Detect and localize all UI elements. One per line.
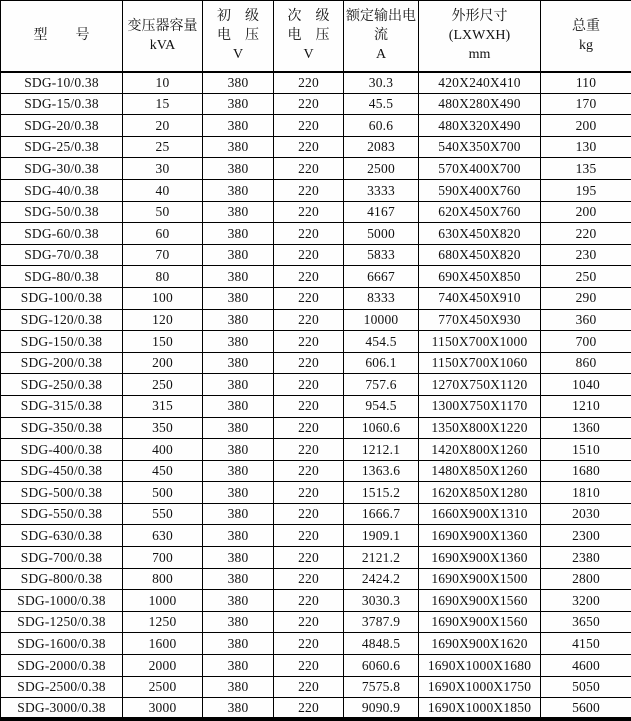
cell-model: SDG-70/0.38 (1, 244, 123, 266)
cell-primary-voltage: 380 (203, 201, 274, 223)
cell-secondary-voltage: 220 (274, 201, 344, 223)
table-row (1, 287, 631, 309)
column-header-dimensions (419, 1, 541, 72)
cell-capacity: 700 (123, 547, 203, 569)
cell-dimensions: 1690X900X1560 (419, 611, 541, 633)
table-row (1, 266, 631, 288)
cell-capacity: 315 (123, 395, 203, 417)
cell-secondary-voltage: 220 (274, 503, 344, 525)
column-header-secondary-voltage-line: 次 级 (287, 9, 330, 25)
cell-output-current: 3030.3 (344, 590, 419, 612)
cell-output-current: 60.6 (344, 115, 419, 137)
cell-secondary-voltage: 220 (274, 698, 344, 720)
table-row (1, 611, 631, 633)
table-row (1, 439, 631, 461)
table-row (1, 698, 631, 720)
cell-weight: 4150 (541, 633, 631, 655)
cell-dimensions: 680X450X820 (419, 244, 541, 266)
cell-weight: 860 (541, 352, 631, 374)
column-header-primary-voltage-line: V (232, 47, 244, 63)
cell-capacity: 120 (123, 309, 203, 331)
cell-weight: 700 (541, 331, 631, 353)
cell-capacity: 70 (123, 244, 203, 266)
cell-primary-voltage: 380 (203, 482, 274, 504)
cell-output-current: 1515.2 (344, 482, 419, 504)
cell-secondary-voltage: 220 (274, 331, 344, 353)
cell-dimensions: 420X240X410 (419, 72, 541, 94)
cell-capacity: 50 (123, 201, 203, 223)
column-header-weight-line: 总重 (572, 18, 600, 34)
cell-dimensions: 1690X900X1360 (419, 525, 541, 547)
cell-output-current: 10000 (344, 309, 419, 331)
cell-dimensions: 1690X1000X1680 (419, 655, 541, 677)
cell-primary-voltage: 380 (203, 115, 274, 137)
cell-model: SDG-20/0.38 (1, 115, 123, 137)
cell-secondary-voltage: 220 (274, 136, 344, 158)
cell-model: SDG-250/0.38 (1, 374, 123, 396)
cell-primary-voltage: 380 (203, 568, 274, 590)
cell-capacity: 550 (123, 503, 203, 525)
cell-secondary-voltage: 220 (274, 93, 344, 115)
table-row (1, 352, 631, 374)
column-header-dimensions-line: mm (468, 47, 491, 63)
cell-model: SDG-800/0.38 (1, 568, 123, 590)
cell-secondary-voltage: 220 (274, 244, 344, 266)
cell-weight: 110 (541, 72, 631, 94)
cell-weight: 3200 (541, 590, 631, 612)
column-header-dimensions-line: 外形尺寸 (451, 9, 508, 25)
cell-weight: 250 (541, 266, 631, 288)
cell-secondary-voltage: 220 (274, 158, 344, 180)
cell-dimensions: 540X350X700 (419, 136, 541, 158)
cell-primary-voltage: 380 (203, 655, 274, 677)
cell-primary-voltage: 380 (203, 352, 274, 374)
cell-secondary-voltage: 220 (274, 266, 344, 288)
cell-primary-voltage: 380 (203, 309, 274, 331)
cell-primary-voltage: 380 (203, 547, 274, 569)
cell-capacity: 800 (123, 568, 203, 590)
table-row (1, 244, 631, 266)
cell-primary-voltage: 380 (203, 244, 274, 266)
cell-secondary-voltage: 220 (274, 676, 344, 698)
cell-weight: 5050 (541, 676, 631, 698)
cell-model: SDG-630/0.38 (1, 525, 123, 547)
cell-capacity: 40 (123, 179, 203, 201)
cell-weight: 1680 (541, 460, 631, 482)
cell-capacity: 1000 (123, 590, 203, 612)
cell-secondary-voltage: 220 (274, 460, 344, 482)
cell-capacity: 15 (123, 93, 203, 115)
column-header-model-line: 型 号 (33, 28, 90, 44)
cell-weight: 1360 (541, 417, 631, 439)
cell-dimensions: 1270X750X1120 (419, 374, 541, 396)
table-row (1, 93, 631, 115)
cell-output-current: 1666.7 (344, 503, 419, 525)
cell-secondary-voltage: 220 (274, 655, 344, 677)
cell-output-current: 45.5 (344, 93, 419, 115)
table-header (1, 1, 631, 72)
cell-output-current: 2083 (344, 136, 419, 158)
cell-primary-voltage: 380 (203, 633, 274, 655)
cell-model: SDG-350/0.38 (1, 417, 123, 439)
column-header-primary-voltage-line: 电 压 (217, 28, 259, 44)
cell-weight: 135 (541, 158, 631, 180)
table-row (1, 633, 631, 655)
cell-output-current: 30.3 (344, 72, 419, 94)
cell-model: SDG-550/0.38 (1, 503, 123, 525)
cell-primary-voltage: 380 (203, 223, 274, 245)
cell-output-current: 454.5 (344, 331, 419, 353)
cell-weight: 360 (541, 309, 631, 331)
cell-capacity: 30 (123, 158, 203, 180)
cell-secondary-voltage: 220 (274, 439, 344, 461)
cell-dimensions: 1690X900X1620 (419, 633, 541, 655)
cell-output-current: 6667 (344, 266, 419, 288)
table-row (1, 72, 631, 94)
cell-dimensions: 1300X750X1170 (419, 395, 541, 417)
cell-secondary-voltage: 220 (274, 395, 344, 417)
cell-dimensions: 1690X900X1360 (419, 547, 541, 569)
cell-output-current: 954.5 (344, 395, 419, 417)
cell-primary-voltage: 380 (203, 395, 274, 417)
cell-weight: 130 (541, 136, 631, 158)
cell-output-current: 6060.6 (344, 655, 419, 677)
cell-model: SDG-60/0.38 (1, 223, 123, 245)
cell-capacity: 25 (123, 136, 203, 158)
cell-secondary-voltage: 220 (274, 223, 344, 245)
column-header-primary-voltage (203, 1, 274, 72)
cell-model: SDG-100/0.38 (1, 287, 123, 309)
cell-dimensions: 590X400X760 (419, 179, 541, 201)
cell-output-current: 1909.1 (344, 525, 419, 547)
cell-weight: 220 (541, 223, 631, 245)
cell-weight: 5600 (541, 698, 631, 720)
cell-secondary-voltage: 220 (274, 568, 344, 590)
table-row (1, 590, 631, 612)
table-row (1, 655, 631, 677)
cell-weight: 1810 (541, 482, 631, 504)
cell-capacity: 100 (123, 287, 203, 309)
column-header-model (1, 1, 123, 72)
table-row (1, 525, 631, 547)
cell-model: SDG-1000/0.38 (1, 590, 123, 612)
cell-model: SDG-1250/0.38 (1, 611, 123, 633)
cell-dimensions: 1150X700X1000 (419, 331, 541, 353)
cell-primary-voltage: 380 (203, 331, 274, 353)
cell-model: SDG-3000/0.38 (1, 698, 123, 720)
cell-output-current: 4167 (344, 201, 419, 223)
cell-weight: 4600 (541, 655, 631, 677)
cell-secondary-voltage: 220 (274, 611, 344, 633)
cell-output-current: 8333 (344, 287, 419, 309)
cell-secondary-voltage: 220 (274, 417, 344, 439)
column-header-weight (541, 1, 631, 72)
cell-output-current: 1060.6 (344, 417, 419, 439)
column-header-output-current-line: A (375, 47, 387, 63)
cell-weight: 1210 (541, 395, 631, 417)
cell-output-current: 606.1 (344, 352, 419, 374)
cell-weight: 2030 (541, 503, 631, 525)
cell-primary-voltage: 380 (203, 287, 274, 309)
table-row (1, 158, 631, 180)
table-body (1, 72, 631, 720)
cell-capacity: 400 (123, 439, 203, 461)
cell-primary-voltage: 380 (203, 179, 274, 201)
cell-secondary-voltage: 220 (274, 287, 344, 309)
cell-weight: 2380 (541, 547, 631, 569)
column-header-primary-voltage-line: 初 级 (217, 9, 259, 25)
cell-dimensions: 480X320X490 (419, 115, 541, 137)
cell-model: SDG-400/0.38 (1, 439, 123, 461)
column-header-output-current-line: 额定输出电 (346, 9, 416, 25)
table-row (1, 374, 631, 396)
cell-dimensions: 570X400X700 (419, 158, 541, 180)
cell-model: SDG-120/0.38 (1, 309, 123, 331)
cell-weight: 200 (541, 201, 631, 223)
table-row (1, 136, 631, 158)
cell-output-current: 2500 (344, 158, 419, 180)
table-row (1, 395, 631, 417)
table-row (1, 179, 631, 201)
column-header-secondary-voltage (274, 1, 344, 72)
cell-dimensions: 630X450X820 (419, 223, 541, 245)
cell-primary-voltage: 380 (203, 72, 274, 94)
cell-capacity: 1250 (123, 611, 203, 633)
cell-primary-voltage: 380 (203, 460, 274, 482)
table-row (1, 223, 631, 245)
cell-primary-voltage: 380 (203, 590, 274, 612)
cell-output-current: 7575.8 (344, 676, 419, 698)
table-row (1, 503, 631, 525)
cell-primary-voltage: 380 (203, 417, 274, 439)
cell-capacity: 10 (123, 72, 203, 94)
cell-dimensions: 1420X800X1260 (419, 439, 541, 461)
cell-dimensions: 1350X800X1220 (419, 417, 541, 439)
cell-output-current: 1363.6 (344, 460, 419, 482)
cell-capacity: 2000 (123, 655, 203, 677)
cell-capacity: 350 (123, 417, 203, 439)
cell-model: SDG-700/0.38 (1, 547, 123, 569)
cell-secondary-voltage: 220 (274, 547, 344, 569)
cell-model: SDG-200/0.38 (1, 352, 123, 374)
cell-model: SDG-15/0.38 (1, 93, 123, 115)
cell-primary-voltage: 380 (203, 676, 274, 698)
cell-secondary-voltage: 220 (274, 633, 344, 655)
cell-weight: 2300 (541, 525, 631, 547)
cell-capacity: 630 (123, 525, 203, 547)
cell-dimensions: 1150X700X1060 (419, 352, 541, 374)
cell-dimensions: 1620X850X1280 (419, 482, 541, 504)
cell-dimensions: 620X450X760 (419, 201, 541, 223)
cell-model: SDG-2500/0.38 (1, 676, 123, 698)
cell-dimensions: 740X450X910 (419, 287, 541, 309)
column-header-capacity (123, 1, 203, 72)
cell-capacity: 2500 (123, 676, 203, 698)
cell-dimensions: 1480X850X1260 (419, 460, 541, 482)
cell-model: SDG-10/0.38 (1, 72, 123, 94)
cell-secondary-voltage: 220 (274, 374, 344, 396)
table-row (1, 115, 631, 137)
cell-primary-voltage: 380 (203, 136, 274, 158)
cell-secondary-voltage: 220 (274, 590, 344, 612)
cell-output-current: 9090.9 (344, 698, 419, 720)
column-header-capacity-line: kVA (149, 37, 176, 53)
column-header-capacity-line: 变压器容量 (127, 18, 198, 34)
cell-output-current: 757.6 (344, 374, 419, 396)
cell-primary-voltage: 380 (203, 525, 274, 547)
cell-capacity: 3000 (123, 698, 203, 720)
cell-dimensions: 1690X900X1500 (419, 568, 541, 590)
cell-secondary-voltage: 220 (274, 525, 344, 547)
cell-primary-voltage: 380 (203, 374, 274, 396)
column-header-output-current-line: 流 (374, 28, 388, 44)
table-row (1, 676, 631, 698)
table-row (1, 331, 631, 353)
table-row (1, 201, 631, 223)
table-row (1, 568, 631, 590)
cell-secondary-voltage: 220 (274, 115, 344, 137)
cell-output-current: 3333 (344, 179, 419, 201)
cell-dimensions: 770X450X930 (419, 309, 541, 331)
cell-capacity: 450 (123, 460, 203, 482)
cell-dimensions: 1690X1000X1750 (419, 676, 541, 698)
cell-output-current: 4848.5 (344, 633, 419, 655)
cell-weight: 2800 (541, 568, 631, 590)
cell-primary-voltage: 380 (203, 611, 274, 633)
cell-capacity: 20 (123, 115, 203, 137)
cell-model: SDG-25/0.38 (1, 136, 123, 158)
table-row (1, 460, 631, 482)
cell-primary-voltage: 380 (203, 158, 274, 180)
cell-capacity: 1600 (123, 633, 203, 655)
cell-model: SDG-40/0.38 (1, 179, 123, 201)
cell-dimensions: 1690X1000X1850 (419, 698, 541, 720)
table-row (1, 417, 631, 439)
cell-secondary-voltage: 220 (274, 352, 344, 374)
table-row (1, 547, 631, 569)
cell-weight: 230 (541, 244, 631, 266)
cell-weight: 3650 (541, 611, 631, 633)
cell-output-current: 2121.2 (344, 547, 419, 569)
cell-secondary-voltage: 220 (274, 482, 344, 504)
cell-capacity: 80 (123, 266, 203, 288)
cell-model: SDG-450/0.38 (1, 460, 123, 482)
cell-output-current: 3787.9 (344, 611, 419, 633)
cell-dimensions: 690X450X850 (419, 266, 541, 288)
column-header-dimensions-line: (LXWXH) (448, 28, 511, 44)
cell-secondary-voltage: 220 (274, 179, 344, 201)
cell-output-current: 2424.2 (344, 568, 419, 590)
cell-dimensions: 480X280X490 (419, 93, 541, 115)
cell-weight: 290 (541, 287, 631, 309)
cell-model: SDG-315/0.38 (1, 395, 123, 417)
table-row (1, 482, 631, 504)
cell-primary-voltage: 380 (203, 266, 274, 288)
column-header-weight-line: kg (579, 37, 593, 53)
cell-capacity: 60 (123, 223, 203, 245)
cell-model: SDG-50/0.38 (1, 201, 123, 223)
cell-model: SDG-2000/0.38 (1, 655, 123, 677)
cell-weight: 200 (541, 115, 631, 137)
cell-dimensions: 1660X900X1310 (419, 503, 541, 525)
cell-primary-voltage: 380 (203, 439, 274, 461)
table-row (1, 309, 631, 331)
cell-capacity: 200 (123, 352, 203, 374)
cell-capacity: 500 (123, 482, 203, 504)
cell-model: SDG-80/0.38 (1, 266, 123, 288)
cell-output-current: 5000 (344, 223, 419, 245)
cell-secondary-voltage: 220 (274, 309, 344, 331)
cell-primary-voltage: 380 (203, 503, 274, 525)
cell-output-current: 1212.1 (344, 439, 419, 461)
cell-output-current: 5833 (344, 244, 419, 266)
cell-weight: 1040 (541, 374, 631, 396)
cell-model: SDG-30/0.38 (1, 158, 123, 180)
column-header-output-current (344, 1, 419, 72)
cell-model: SDG-150/0.38 (1, 331, 123, 353)
cell-model: SDG-500/0.38 (1, 482, 123, 504)
cell-primary-voltage: 380 (203, 93, 274, 115)
cell-dimensions: 1690X900X1560 (419, 590, 541, 612)
cell-secondary-voltage: 220 (274, 72, 344, 94)
header-row (1, 1, 631, 72)
cell-capacity: 250 (123, 374, 203, 396)
cell-primary-voltage: 380 (203, 698, 274, 720)
cell-weight: 1510 (541, 439, 631, 461)
cell-weight: 195 (541, 179, 631, 201)
cell-weight: 170 (541, 93, 631, 115)
cell-capacity: 150 (123, 331, 203, 353)
cell-model: SDG-1600/0.38 (1, 633, 123, 655)
column-header-secondary-voltage-line: V (303, 47, 314, 63)
column-header-secondary-voltage-line: 电 压 (287, 28, 330, 44)
